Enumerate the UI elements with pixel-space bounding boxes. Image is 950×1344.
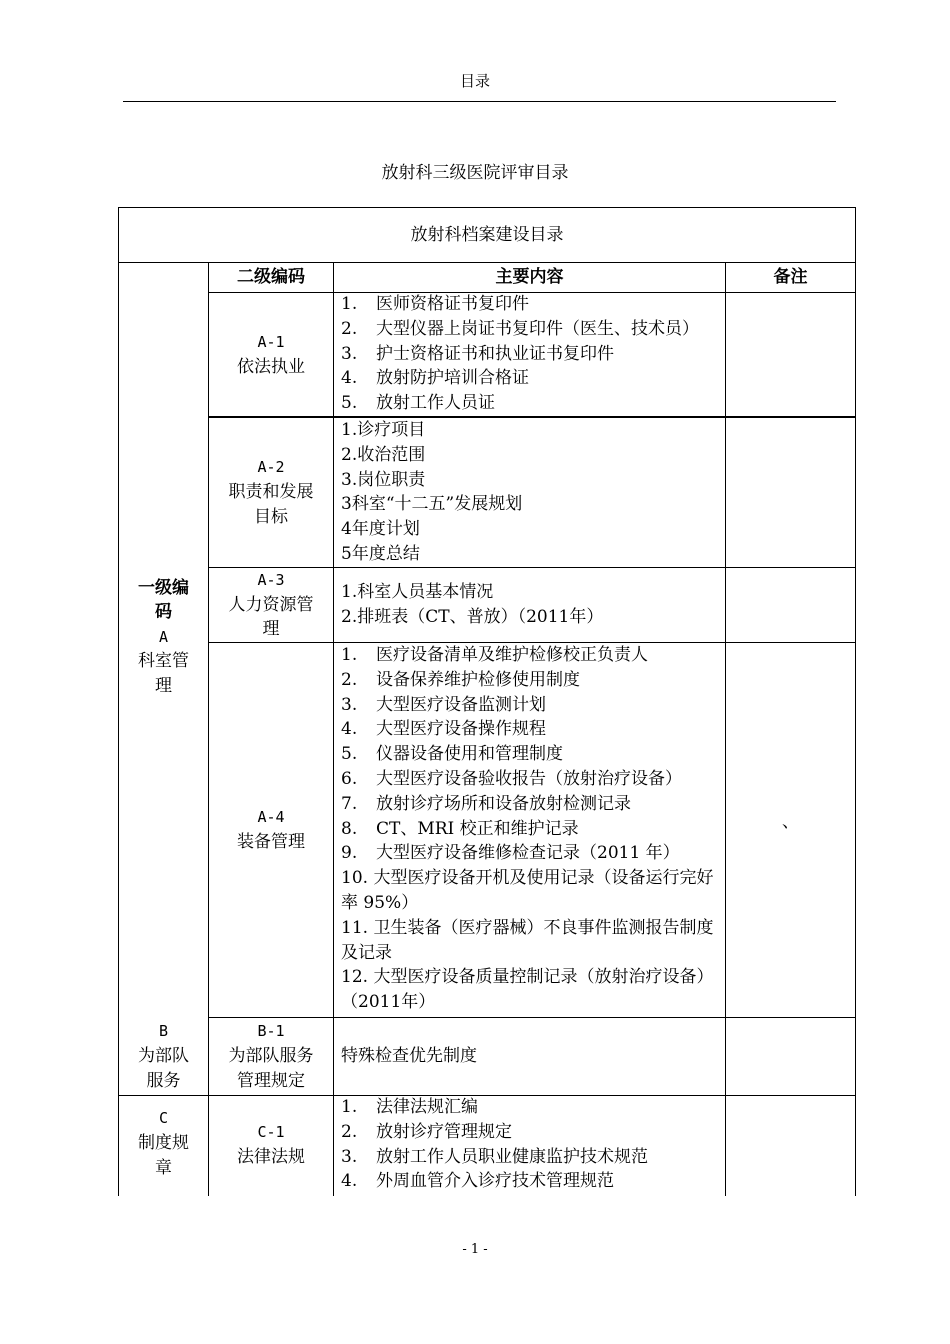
- list-item: 5. 仪器设备使用和管理制度: [341, 744, 563, 765]
- list-item: 9. 大型医疗设备维修检查记录（2011 年）: [341, 843, 680, 864]
- list-item: 1. 医疗设备清单及维护检修校正负责人: [341, 645, 648, 665]
- list-item: 12. 大型医疗设备质量控制记录（放射治疗设备）（2011年）: [341, 967, 714, 1013]
- a3-code-cell: [209, 568, 333, 642]
- a1-code-cell: [209, 293, 333, 416]
- list-item: 3. 护士资格证书和执业证书复印件: [341, 343, 614, 364]
- table-caption: [119, 208, 855, 262]
- a4-code: A-4: [257, 808, 285, 827]
- list-item: 5. 放射工作人员证: [341, 393, 495, 414]
- b1-name: 为部队服务管理规定: [228, 1046, 314, 1091]
- page-number: - 1 -: [462, 1242, 488, 1257]
- list-item: 1. 法律法规汇编: [341, 1097, 478, 1117]
- level1-c-code: C: [158, 1109, 169, 1127]
- list-item: 2.收治范围: [341, 444, 426, 465]
- level1-a-name: 科室管理: [138, 651, 189, 696]
- column-header-note-text: 备注: [773, 267, 808, 288]
- c1-content: [334, 1095, 725, 1196]
- level1-b-name: 为部队服务: [138, 1046, 189, 1091]
- c1-code-cell: [209, 1096, 333, 1196]
- level1-code-b: [119, 1018, 208, 1095]
- c1-code: C-1: [257, 1123, 285, 1141]
- list-item: 3. 大型医疗设备监测计划: [341, 694, 546, 715]
- a2-code-cell: [209, 418, 333, 567]
- list-item: 2. 放射诊疗管理规定: [341, 1121, 512, 1142]
- list-item: 4. 大型医疗设备操作规程: [341, 719, 546, 740]
- list-item: 4. 放射防护培训合格证: [341, 368, 529, 389]
- page-header-title: 目录: [459, 72, 490, 90]
- level1-c-name: 制度规章: [138, 1132, 189, 1178]
- a3-code: A-3: [257, 570, 285, 589]
- list-item: 1.诊疗项目: [341, 420, 426, 440]
- list-item: 3.岗位职责: [341, 469, 426, 490]
- list-item: 4年度计划: [341, 519, 420, 540]
- a2-content: [334, 418, 725, 567]
- list-item: 3科室“十二五”发展规划: [341, 494, 523, 515]
- a4-code-cell: [209, 643, 333, 1017]
- list-item: 2.排班表（CT、普放）（2011年）: [341, 607, 604, 627]
- a4-note: 、: [782, 811, 799, 832]
- header-rule: [123, 101, 836, 102]
- column-header-level2: [209, 263, 333, 292]
- level1-a-code: A: [158, 627, 169, 646]
- a3-name: 人力资源管理: [228, 594, 314, 640]
- document-title: 放射科三级医院评审目录: [381, 163, 569, 183]
- a1-name: 依法执业: [237, 356, 305, 377]
- level1-label: 一级编码: [138, 577, 189, 623]
- list-item: 2. 设备保养维护检修使用制度: [341, 669, 580, 690]
- c1-name: 法律法规: [237, 1146, 305, 1167]
- list-item: 7. 放射诊疗场所和设备放射检测记录: [341, 793, 631, 814]
- a1-content: [334, 292, 725, 416]
- level1-code-c: [119, 1096, 208, 1196]
- column-header-note: [726, 263, 855, 292]
- list-item: 6. 大型医疗设备验收报告（放射治疗设备）: [341, 768, 682, 789]
- a4-name: 装备管理: [237, 832, 305, 852]
- list-item: 8. CT、MRI 校正和维护记录: [341, 818, 579, 839]
- a2-name: 职责和发展目标: [228, 482, 314, 527]
- column-header-content-text: 主要内容: [495, 267, 564, 288]
- a4-note-cell: [726, 643, 855, 1017]
- list-item: 1.科室人员基本情况: [341, 582, 494, 603]
- list-item: 2. 大型仪器上岗证书复印件（医生、技术员）: [341, 318, 699, 339]
- b1-code: B-1: [257, 1022, 285, 1041]
- list-item: 1. 医师资格证书复印件: [341, 294, 529, 314]
- a3-content: [334, 568, 725, 642]
- a1-code: A-1: [257, 332, 285, 351]
- list-item: 10. 大型医疗设备开机及使用记录（设备运行完好率 95%）: [341, 868, 714, 913]
- list-item: 3. 放射工作人员职业健康监护技术规范: [341, 1146, 648, 1167]
- b1-content-text: 特殊检查优先制度: [341, 1046, 477, 1067]
- table-caption-text: 放射科档案建设目录: [410, 224, 564, 245]
- level1-code-a: [119, 575, 208, 699]
- list-item: 4. 外周血管介入诊疗技术管理规范: [341, 1171, 614, 1192]
- b1-content: [334, 1018, 725, 1095]
- column-header-level2-text: 二级编码: [237, 267, 305, 288]
- column-header-content: [334, 263, 725, 292]
- a2-code: A-2: [257, 458, 285, 477]
- list-item: 11. 卫生装备（医疗器械）不良事件监测报告制度及记录: [341, 917, 714, 963]
- level1-b-code: B: [158, 1022, 169, 1041]
- b1-code-cell: [209, 1018, 333, 1095]
- a4-content: [334, 643, 725, 1017]
- list-item: 5年度总结: [341, 543, 420, 564]
